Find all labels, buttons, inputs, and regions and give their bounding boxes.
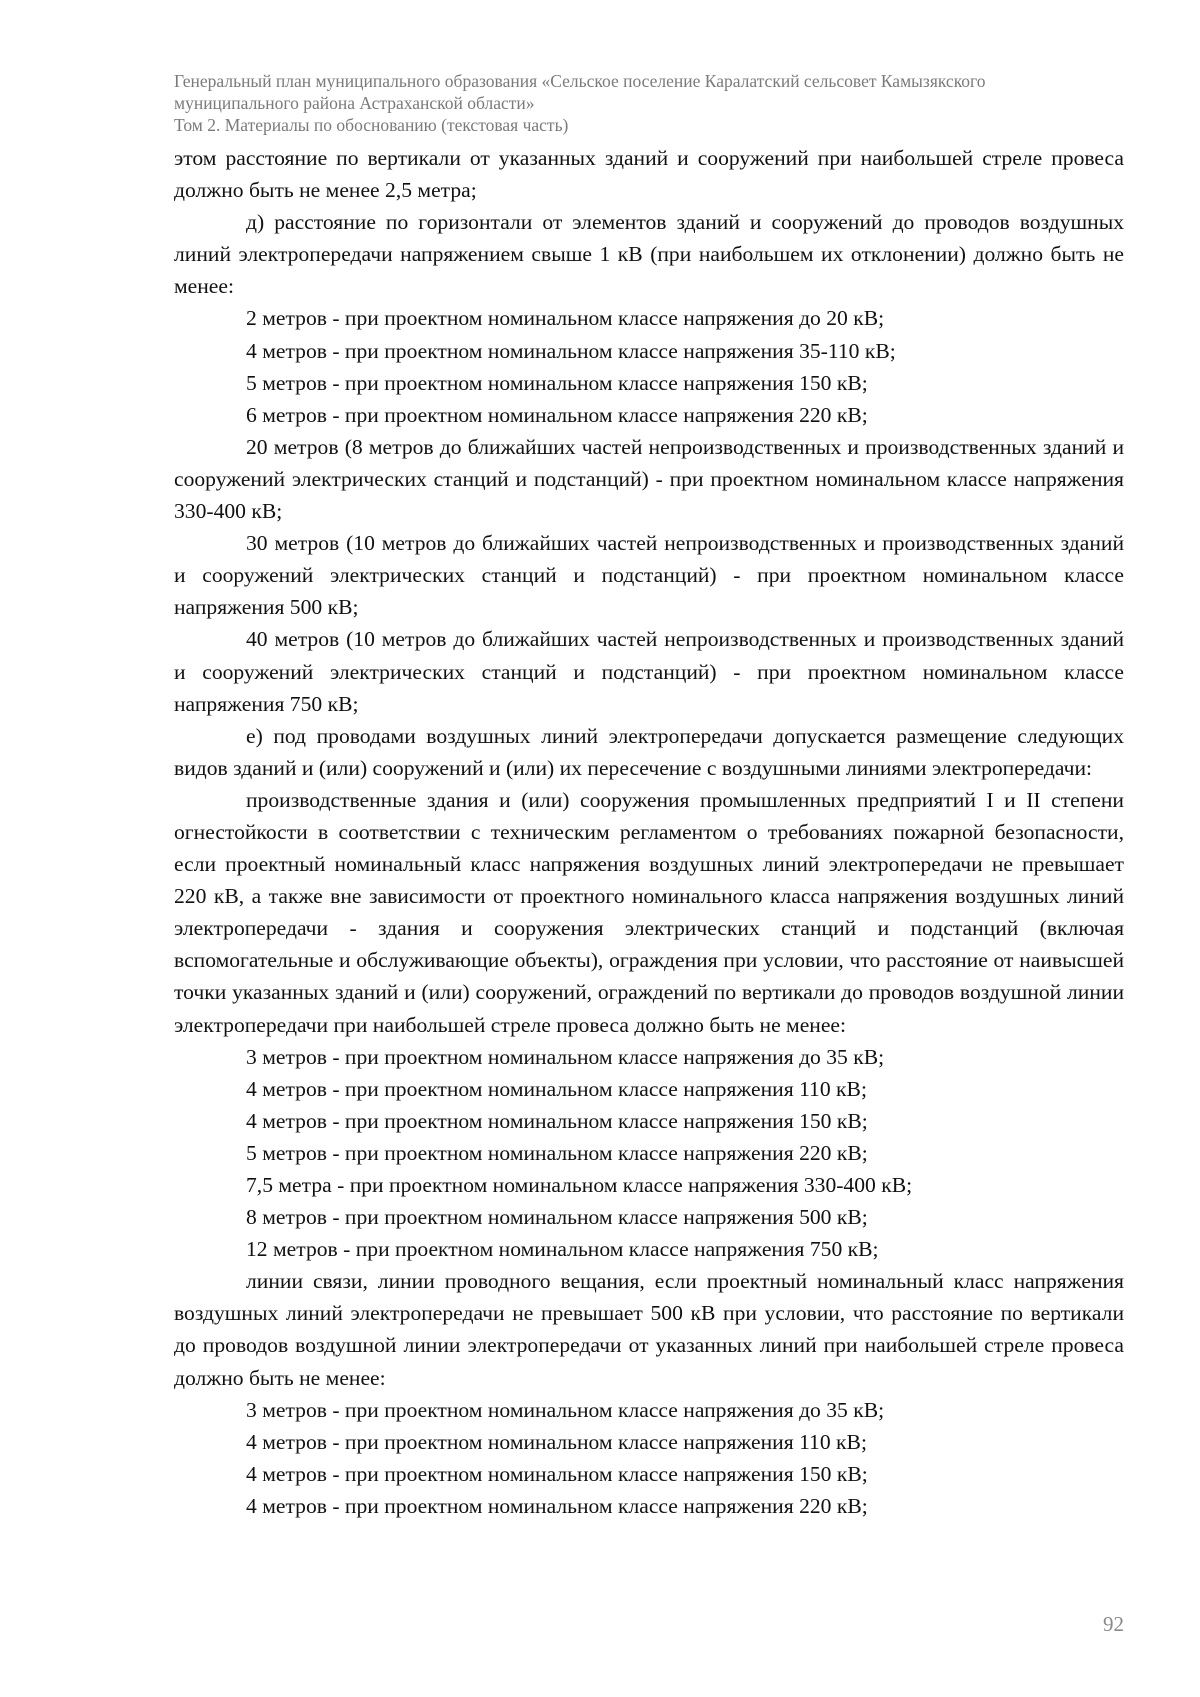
list-item: 5 метров - при проектном номинальном классе напряжения 220 кВ; [246, 1140, 868, 1165]
list-item: 3 метров - при проектном номинальном классе напряжения до 35 кВ; [246, 1044, 885, 1069]
list-item: 7,5 метра - при проектном номинальном классе напряжения 330-400 кВ; [246, 1173, 913, 1197]
header-line-3: Том 2. Материалы по обоснованию (текстовая часть) [174, 115, 569, 135]
list-item: 8 метров - при проектном номинальном классе напряжения 500 кВ; [246, 1205, 868, 1230]
list-item: 4 метров - при проектном номинальном классе напряжения 150 кВ; [246, 1461, 868, 1486]
list-item: 12 метров - при проектном номинальном классе напряжения 750 кВ; [246, 1237, 879, 1262]
page-number: 92 [1103, 1612, 1124, 1636]
paragraph-item-e: е) под проводами воздушных линий электропередачи допускается размещение следующих видов зданий и (или) сооружений и (или) их пересечение с воздушными линиями электропередачи: [174, 723, 1124, 780]
list-item: 2 метров - при проектном номинальном классе напряжения до 20 кВ; [246, 306, 885, 331]
list-item: 4 метров - при проектном номинальном классе напряжения 35-110 кВ; [246, 338, 896, 363]
paragraph-40-meters: 40 метров (10 метров до ближайших частей непроизводственных и производственных зданий и сооружений электрических станций и подстанций) - при проектном номинальном классе напряжения 750 кВ; [174, 627, 1124, 716]
list-item: 6 метров - при проектном номинальном классе напряжения 220 кВ; [246, 402, 868, 427]
list-item: 4 метров - при проектном номинальном классе напряжения 220 кВ; [246, 1493, 868, 1518]
list-item: 4 метров - при проектном номинальном классе напряжения 110 кВ; [246, 1429, 867, 1454]
list-item: 4 метров - при проектном номинальном классе напряжения 150 кВ; [246, 1108, 868, 1133]
running-header [174, 70, 1134, 136]
paragraph-continuation: этом расстояние по вертикали от указанных зданий и сооружений при наибольшей стреле провеса должно быть не менее 2,5 метра; [174, 146, 1124, 203]
paragraph-20-meters: 20 метров (8 метров до ближайших частей непроизводственных и производственных зданий и сооружений электрических станций и подстанций) - при проектном номинальном классе напряжения 330-400 кВ; [174, 434, 1124, 524]
paragraph-item-d: д) расстояние по горизонтали от элементов зданий и сооружений до проводов воздушных линий электропередачи напряжением свыше 1 кВ (при наибольшем их отклонении) должно быть не менее: [174, 210, 1124, 299]
header-line-2: муниципального района Астраханской области» [174, 93, 535, 113]
list-item: 5 метров - при проектном номинальном классе напряжения 150 кВ; [246, 370, 868, 395]
paragraph-communication-lines: линии связи, линии проводного вещания, если проектный номинальный класс напряжения воздушных линий электропередачи не превышает 500 кВ при условии, что расстояние по вертикали до проводов воздушной линии электропередачи от указанных линий при наибольшей стреле провеса должно быть не менее: [174, 1269, 1124, 1390]
paragraph-industrial-buildings: производственные здания и (или) сооружения промышленных предприятий I и II степени огнестойкости в соответствии с техническим регламентом о требованиях пожарной безопасности, если проектный номинальный класс напряжения воздушных линий электропередачи не превышает 220 кВ, а также вне зависимости от проектного номинального класса напряжения воздушных линий электропередачи - здания и сооружения электрических станций и подстанций (включая вспомогательные и обслуживающие объекты), ограждения при условии, что расстояние от наивысшей точки указанных зданий и (или) сооружений, ограждений по вертикали до проводов воздушной линии электропередачи при наибольшей стреле провеса должно быть не менее: [174, 787, 1124, 1037]
list-item: 3 метров - при проектном номинальном классе напряжения до 35 кВ; [246, 1397, 885, 1422]
document-body [174, 142, 1124, 1522]
paragraph-30-meters: 30 метров (10 метров до ближайших частей непроизводственных и производственных зданий и сооружений электрических станций и подстанций) - при проектном номинальном классе напряжения 500 кВ; [174, 531, 1124, 620]
header-line-1: Генеральный план муниципального образования «Сельское поселение Каралатский сельсовет Камызякского [174, 71, 986, 91]
list-item: 4 метров - при проектном номинальном классе напряжения 110 кВ; [246, 1076, 867, 1101]
